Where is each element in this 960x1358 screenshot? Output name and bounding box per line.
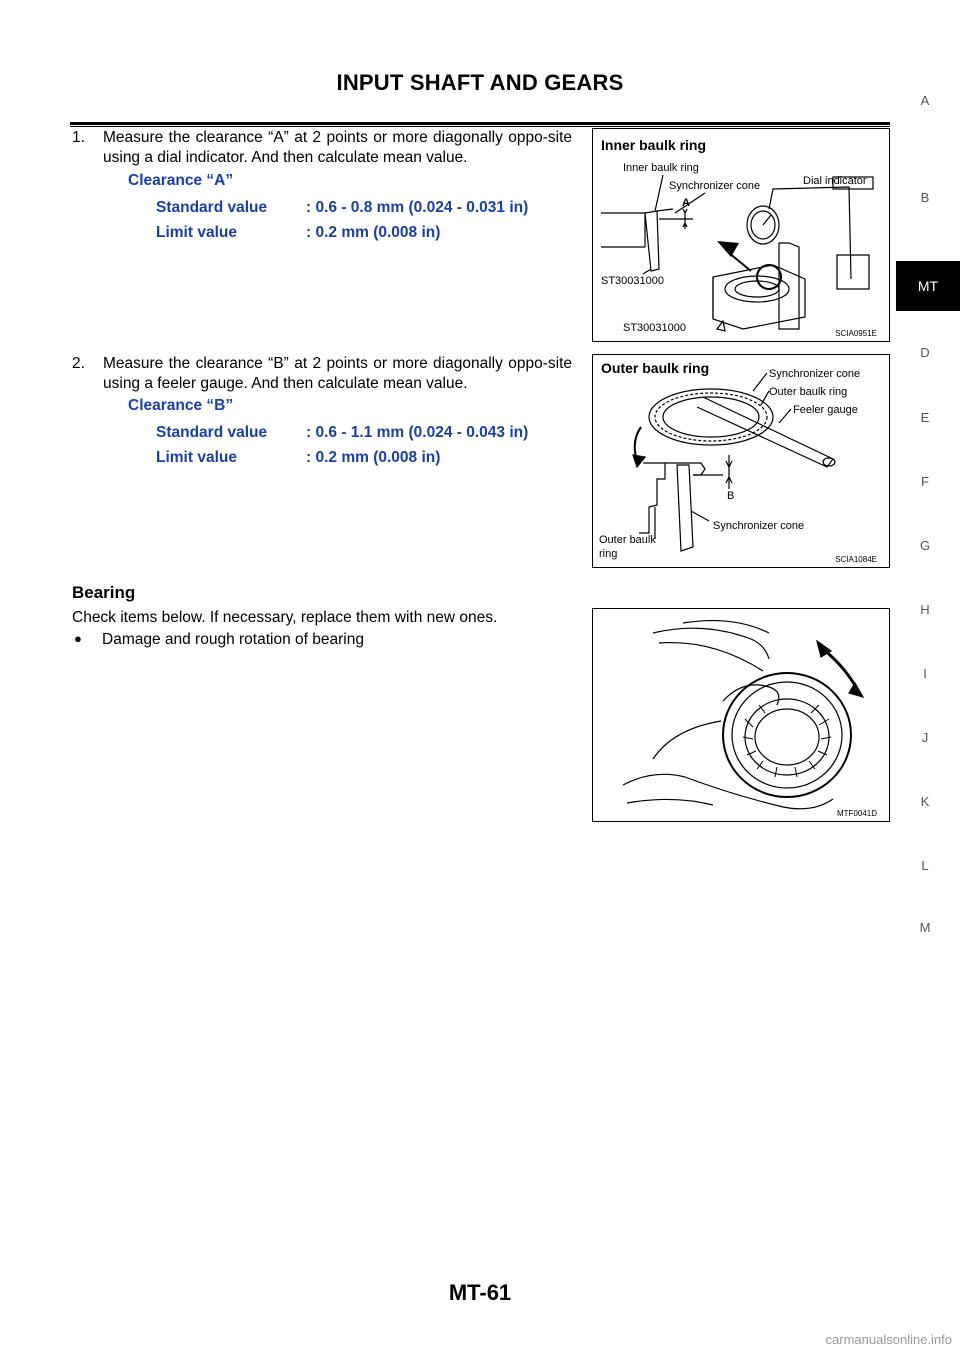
spec-label: Limit value: [156, 449, 237, 466]
spec-heading: Clearance “B”: [128, 397, 234, 414]
bearing-intro: Check items below. If necessary, replace them with new ones.: [72, 609, 498, 626]
index-tab-g[interactable]: G: [919, 538, 931, 553]
spec-label: Standard value: [156, 424, 268, 441]
index-tab-i[interactable]: I: [923, 666, 927, 681]
step-text: Measure the clearance “B” at 2 points or more diagonally oppo-site using a feeler gauge. And then calculate mean value.: [103, 355, 572, 392]
spec-label: Standard value: [156, 199, 268, 216]
index-tab-m[interactable]: M: [919, 920, 931, 935]
index-tab-k[interactable]: K: [920, 794, 930, 809]
bearing-illustration: [593, 609, 889, 821]
figure-bearing: [592, 608, 890, 822]
figure-title: Inner baulk ring: [601, 137, 707, 153]
spec-standard-row: [156, 199, 528, 217]
inner-baulk-ring-illustration: [593, 129, 889, 341]
step-number: 1.: [72, 129, 85, 146]
title-rule: [70, 122, 890, 125]
title-rule-thin: [70, 126, 890, 127]
step-1: [72, 128, 572, 168]
index-tab-j[interactable]: J: [921, 730, 929, 745]
index-tab-mt-active[interactable]: MT: [896, 261, 960, 311]
label-sync-cone-top: Synchronizer cone: [769, 368, 861, 380]
spec-heading: Clearance “A”: [128, 172, 234, 189]
label-outer-ring-bottom-2: ring: [599, 548, 618, 560]
index-tab-l[interactable]: L: [921, 858, 929, 873]
spec-label: Limit value: [156, 224, 237, 241]
figure-code: SCIA1084E: [835, 555, 877, 564]
label-inner-ring: Inner baulk ring: [623, 162, 699, 174]
step-2: [72, 354, 572, 394]
index-tab-e[interactable]: E: [920, 410, 930, 425]
label-outer-ring-bottom: Outer baulk: [599, 534, 656, 546]
spec-limit-row: [156, 224, 440, 242]
spec-value: : 0.2 mm (0.008 in): [306, 224, 441, 241]
watermark[interactable]: carmanualsonline.info: [825, 1332, 952, 1347]
label-a: A: [682, 197, 690, 209]
index-tab-d[interactable]: D: [920, 345, 930, 360]
step-text: Measure the clearance “A” at 2 points or more diagonally oppo-site using a dial indicator. And then calculate mean value.: [103, 129, 572, 166]
index-tab-a[interactable]: A: [920, 93, 930, 108]
outer-baulk-ring-illustration: [593, 355, 889, 567]
label-tool-2: ST30031000: [623, 322, 686, 334]
figure-title: Outer baulk ring: [601, 360, 710, 376]
figure-code: MTF0041D: [836, 809, 877, 818]
label-outer-ring-top: Outer baulk ring: [769, 386, 848, 398]
bullet-item: [72, 631, 364, 649]
step-number: 2.: [72, 355, 85, 372]
index-tab-h[interactable]: H: [920, 602, 930, 617]
index-tab-f[interactable]: F: [921, 474, 929, 489]
page-number: MT-61: [448, 1280, 512, 1305]
label-sync-cone-bottom: Synchronizer cone: [713, 520, 805, 532]
spec-value: : 0.6 - 1.1 mm (0.024 - 0.043 in): [306, 424, 529, 441]
index-tab-b[interactable]: B: [920, 190, 930, 205]
figure-code: SCIA0951E: [835, 329, 877, 338]
figure-outer-baulk-ring: [592, 354, 890, 568]
spec-value: : 0.2 mm (0.008 in): [306, 449, 441, 466]
spec-standard-row: [156, 424, 528, 442]
label-sync-cone: Synchronizer cone: [669, 180, 761, 192]
section-heading-bearing: Bearing: [72, 583, 136, 602]
label-dial-indicator: Dial indicator: [803, 175, 867, 187]
spec-limit-row: [156, 449, 440, 467]
figure-inner-baulk-ring: [592, 128, 890, 342]
page-title: INPUT SHAFT AND GEARS: [336, 70, 624, 95]
label-b: B: [727, 490, 735, 502]
bullet-icon: ●: [74, 631, 82, 646]
label-tool-1: ST30031000: [601, 275, 664, 287]
spec-value: : 0.6 - 0.8 mm (0.024 - 0.031 in): [306, 199, 529, 216]
bullet-text: Damage and rough rotation of bearing: [102, 631, 364, 648]
label-feeler-gauge: Feeler gauge: [793, 404, 858, 416]
